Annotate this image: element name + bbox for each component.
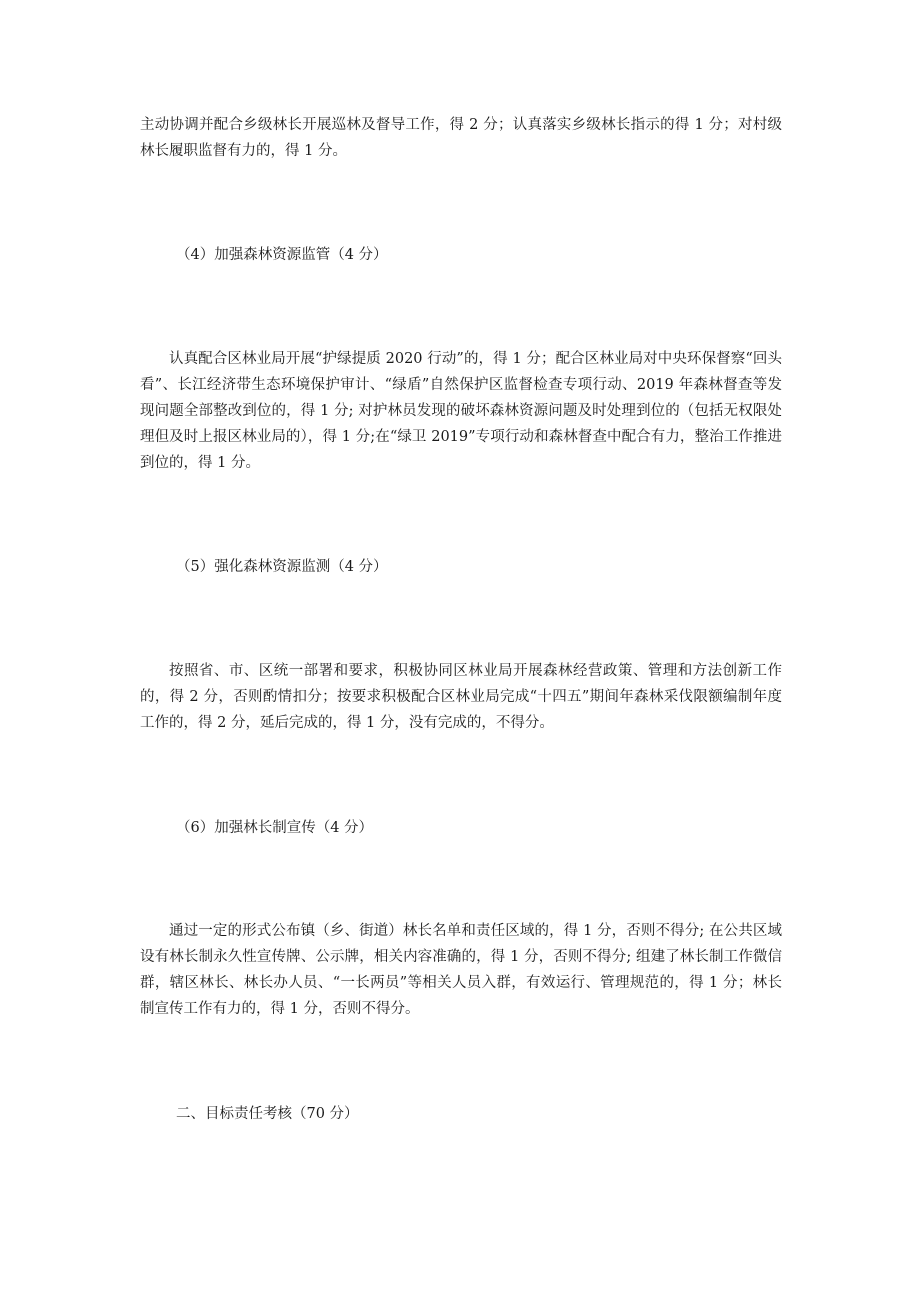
paragraph-continued: 主动协调并配合乡级林长开展巡林及督导工作，得 2 分；认真落实乡级林长指示的得 1 分；对村级林长履职监督有力的，得 1 分。: [140, 117, 782, 159]
heading-section-2: 二、目标责任考核（70 分）: [176, 1106, 359, 1122]
paragraph-publicity: 通过一定的形式公布镇（乡、街道）林长名单和责任区域的，得 1 分，否则不得分; 在公共区域设有林长制永久性宣传牌、公示牌，相关内容准确的，得 1 分，否则不得分; 组建了林长制工作微信群，辖区林长、林长办人员、“一长两员”等相关人员入群，有效运行、管理规范的，得 1 分；林长制宣传工作有力的，得 1 分，否则不得分。: [140, 923, 782, 1017]
heading-4-forest-supervision: （4）加强森林资源监管（4 分）: [176, 247, 388, 263]
paragraph-forest-monitoring: 按照省、市、区统一部署和要求，积极协同区林业局开展森林经营政策、管理和方法创新工作的，得 2 分，否则酌情扣分；按要求积极配合区林业局完成“十四五”期间年森林采伐限额编制年度工作的，得 2 分，延后完成的，得 1 分，没有完成的，不得分。: [140, 663, 782, 731]
heading-5-forest-monitoring: （5）强化森林资源监测（4 分）: [176, 559, 388, 575]
heading-6-publicity: （6）加强林长制宣传（4 分）: [176, 820, 374, 836]
paragraph-forest-supervision: 认真配合区林业局开展“护绿提质 2020 行动”的，得 1 分；配合区林业局对中央环保督察“回头看”、长江经济带生态环境保护审计、“绿盾”自然保护区监督检查专项行动、2019 年森林督查等发现问题全部整改到位的，得 1 分; 对护林员发现的破坏森林资源问题及时处理到位的（包括无权限处理但及时上报区林业局的），得 1 分;在“绿卫 2019”专项行动和森林督查中配合有力，整治工作推进到位的，得 1 分。: [140, 351, 782, 471]
